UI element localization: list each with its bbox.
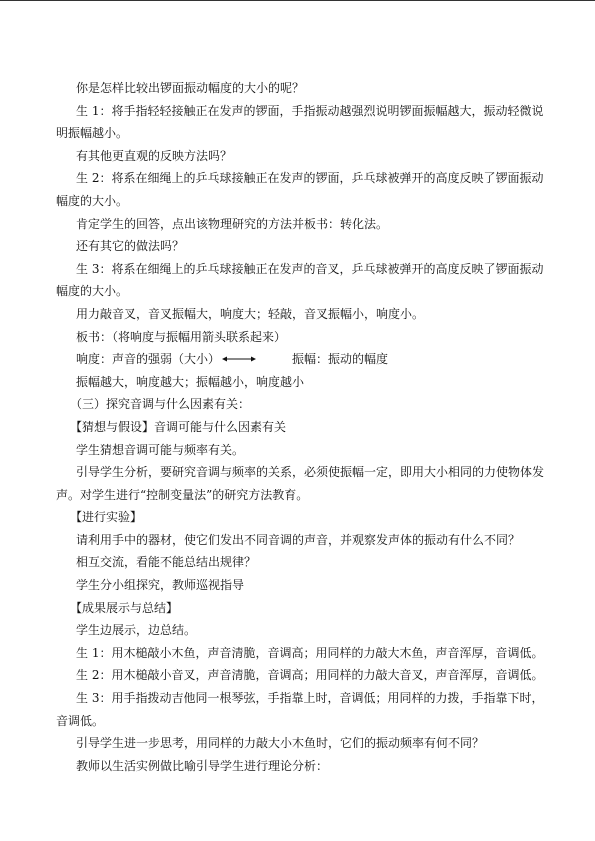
- document-body: [56, 77, 544, 777]
- paragraph: 你是怎样比较出锣面振动幅度的大小的呢？: [76, 81, 305, 95]
- paragraph: 【猜想与假设】音调可能与什么因素有关: [70, 419, 287, 434]
- paragraph: 引导学生分析，要研究音调与频率的关系，必须使振幅一定，即用大小相同的力使物体发声。对学生进行“控制变量法”的研究方法教育。: [56, 465, 545, 502]
- paragraph: 振幅越大，响度越大；振幅越小，响度越小: [76, 374, 305, 389]
- double-arrow-icon: [222, 355, 256, 363]
- section-heading: （三）探究音调与什么因素有关：: [70, 397, 251, 412]
- loudness-definition: 响度：声音的强弱（大小）: [76, 352, 221, 367]
- paragraph: 生 2：用木槌敲小音叉，声音清脆，音调高；用同样的力敲大音叉，声音浑厚，音调低。: [76, 668, 544, 683]
- paragraph: 生 1：用木槌敲小木鱼，声音清脆，音调高；用同样的力敲大木鱼，声音浑厚，音调低。: [76, 645, 544, 660]
- paragraph: 【成果展示与总结】: [70, 600, 179, 615]
- paragraph: 教师以生活实例做比喻引导学生进行理论分析：: [76, 758, 329, 773]
- board-arrow-row: [56, 348, 544, 371]
- paragraph: 有其他更直观的反映方法吗？: [76, 148, 233, 163]
- paragraph: 生 3：将系在细绳上的乒乓球接触正在发声的音叉，乒乓球被弹开的高度反映了锣面振动幅度的大小。: [56, 261, 544, 299]
- paragraph: 板书：（将响度与振幅用箭头联系起来）: [76, 329, 287, 344]
- paragraph: 学生猜想音调可能与频率有关。: [76, 442, 245, 457]
- paragraph: 还有其它的做法吗？: [76, 239, 185, 254]
- paragraph: 【进行实验】: [70, 510, 143, 525]
- paragraph: 肯定学生的回答，点出该物理研究的方法并板书：转化法。: [76, 216, 389, 231]
- paragraph: 生 1：将手指轻轻接触正在发声的锣面，手指振动越强烈说明锣面振幅越大，振动轻微说明振幅越小。: [56, 103, 544, 141]
- paragraph: 生 3：用手指拨动吉他同一根琴弦，手指靠上时，音调低；用同样的力拨，手指靠下时，音调低。: [56, 691, 544, 728]
- paragraph: 用力敲音叉，音叉振幅大，响度大；轻敲，音叉振幅小，响度小。: [76, 306, 425, 321]
- paragraph: 引导学生进一步思考，用同样的力敲大小木鱼时，它们的振动频率有何不同？: [76, 736, 485, 751]
- paragraph: 请利用手中的器材，使它们发出不同音调的声音，并观察发声体的振动有什么不同？: [76, 532, 521, 547]
- paragraph: 生 2：将系在细绳上的乒乓球接触正在发声的锣面，乒乓球被弹开的高度反映了锣面振动幅度的大小。: [56, 171, 544, 208]
- paragraph: 学生分小组探究，教师巡视指导: [76, 578, 245, 593]
- amplitude-definition: 振幅：振动的幅度: [292, 352, 389, 367]
- header-rule: [0, 0, 595, 1]
- paragraph: 学生边展示，边总结。: [76, 623, 197, 638]
- paragraph: 相互交流，看能不能总结出规律？: [76, 555, 257, 570]
